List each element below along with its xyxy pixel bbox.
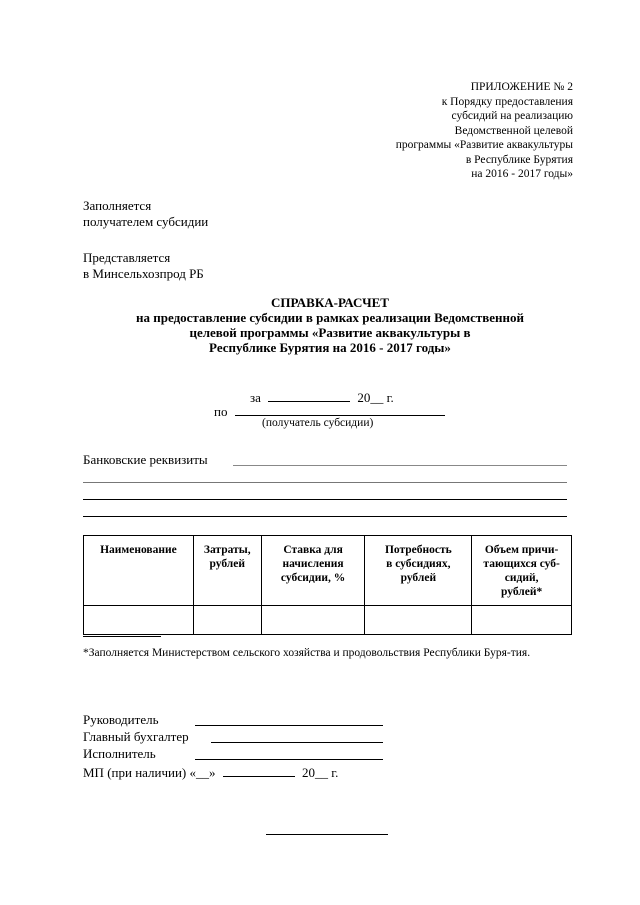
bank-details-line[interactable] <box>83 482 567 483</box>
recipient-by-label: по <box>214 404 228 419</box>
header-rate: Ставка для начисления субсидии, % <box>261 536 365 606</box>
header-name: Наименование <box>84 536 194 606</box>
stamp-date-line <box>83 764 338 781</box>
bank-details-line[interactable] <box>83 516 567 517</box>
appendix-line: программы «Развитие аквакультуры <box>395 139 573 151</box>
stamp-date-blank[interactable] <box>223 764 295 777</box>
period-year-label: 20__ г. <box>357 390 394 405</box>
bank-details-line[interactable] <box>233 465 567 466</box>
title-line: СПРАВКА-РАСЧЕТ <box>271 295 389 310</box>
period-for-label: за <box>250 390 261 405</box>
table-cell[interactable] <box>261 606 365 635</box>
appendix-line: на 2016 - 2017 годы» <box>471 168 573 180</box>
bank-details-label: Банковские реквизиты <box>83 452 208 467</box>
signature-accountant-line[interactable] <box>211 742 383 743</box>
appendix-line: Ведомственной целевой <box>454 124 573 137</box>
footnote: *Заполняется Министерством сельского хозяйства и продовольствия Республики Буря-тия. <box>83 647 531 659</box>
signature-head-label: Руководитель <box>83 712 159 727</box>
table-cell[interactable] <box>472 606 572 635</box>
title-line: целевой программы «Развитие аквакультуры в <box>189 325 471 340</box>
filled-by-note <box>83 198 208 229</box>
signature-head-line[interactable] <box>195 725 383 726</box>
bank-details-line[interactable] <box>83 499 567 500</box>
recipient-blank[interactable] <box>235 403 445 416</box>
appendix-line: ПРИЛОЖЕНИЕ № 2 <box>470 81 573 93</box>
footnote-divider <box>83 636 161 637</box>
submitted-to-note <box>83 250 204 281</box>
appendix-line: в Республике Бурятия <box>465 153 573 166</box>
stamp-prefix: МП (при наличии) «__» <box>83 765 216 780</box>
appendix-line: к Порядку предоставления <box>441 95 573 108</box>
header-costs: Затраты, рублей <box>193 536 261 606</box>
table-cell[interactable] <box>365 606 472 635</box>
subsidy-calculation-table <box>83 535 572 635</box>
title-line: Республике Бурятия на 2016 - 2017 годы» <box>209 340 451 355</box>
table-cell[interactable] <box>84 606 194 635</box>
table-cell[interactable] <box>193 606 261 635</box>
note-line: в Минсельхозпрод РБ <box>83 265 204 281</box>
table-header-row <box>84 536 572 606</box>
recipient-caption: (получатель субсидии) <box>262 417 374 429</box>
bottom-divider <box>266 834 388 835</box>
note-line: Заполняется <box>83 198 152 213</box>
appendix-header <box>313 80 573 182</box>
stamp-year: 20__ г. <box>302 765 339 780</box>
period-blank[interactable] <box>268 389 350 402</box>
note-line: получателем субсидии <box>83 213 209 229</box>
header-need: Потребность в субсидиях, рублей <box>365 536 472 606</box>
signature-executor-label: Исполнитель <box>83 746 156 761</box>
document-title <box>80 295 580 355</box>
appendix-line: субсидий на реализацию <box>451 110 573 122</box>
title-line: на предоставление субсидии в рамках реализации Ведомственной <box>136 310 524 325</box>
note-line: Представляется <box>83 250 171 265</box>
signature-executor-line[interactable] <box>195 759 383 760</box>
header-amount-due: Объем причи- тающихся суб- сидий, рублей* <box>472 536 572 606</box>
signature-accountant-label: Главный бухгалтер <box>83 729 189 744</box>
table-row <box>84 606 572 635</box>
